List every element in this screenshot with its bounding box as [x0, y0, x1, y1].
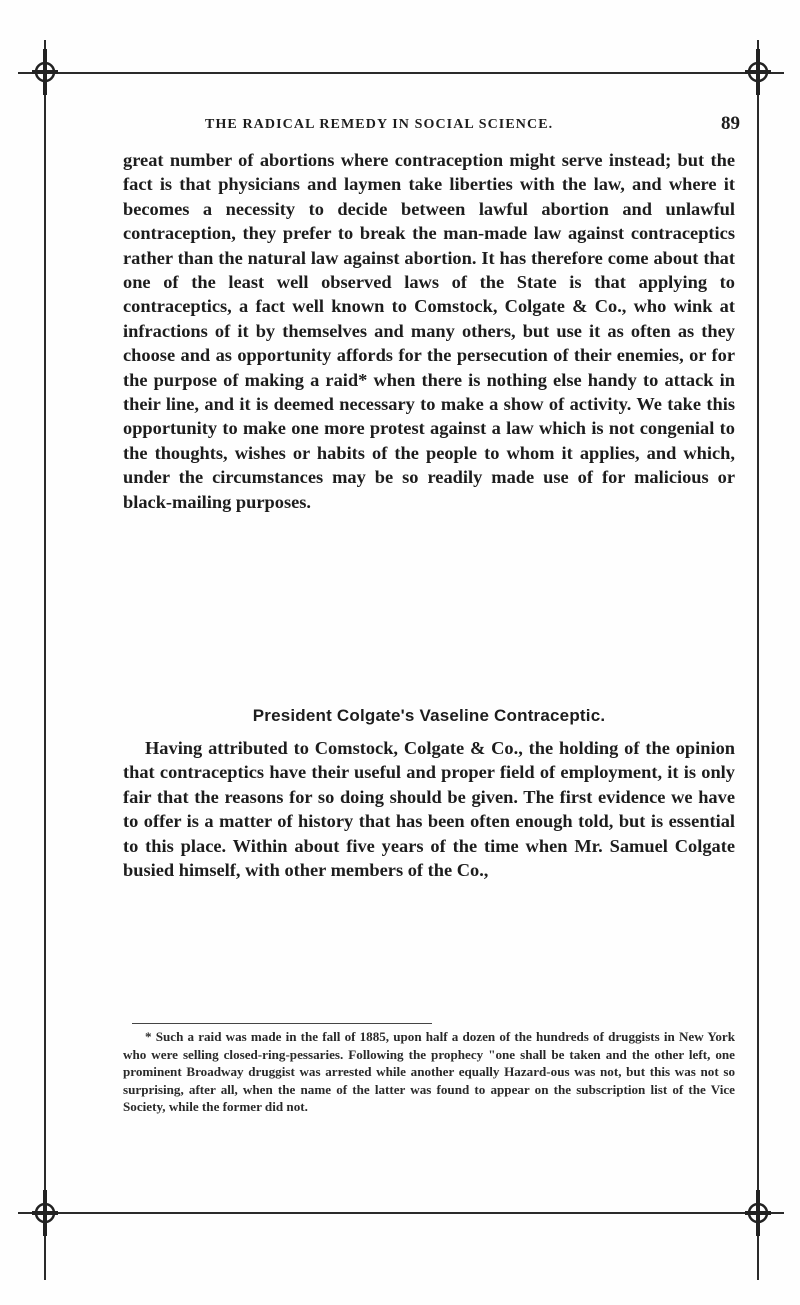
corner-ornament-icon: [741, 1190, 775, 1236]
left-border-rule: [44, 40, 46, 1280]
section-heading: President Colgate's Vaseline Contraceptic.: [252, 706, 606, 725]
corner-ornament-icon: [28, 1190, 62, 1236]
footnote: * Such a raid was made in the fall of 1885, upon half a dozen of the hundreds of druggists in New York who were selling closed-ring-pessaries. Following the prophecy "one shall be taken and the other left, one prominent Broadway druggist was arrested while another equally Hazard-ous was not, but this was not so surprising, after all, when the name of the latter was found to appear on the subscription list of the Vice Society, while the former did not.: [123, 1029, 735, 1114]
body-paragraph: great number of abortions where contraception might serve instead; but the fact is that physicians and laymen take liberties with the law, and where it becomes a necessity to decide between lawful abortion and unlawful contraception, they prefer to break the man-made law against contraceptics rather than the natural law against abortion. It has therefore come about that one of the least well observed laws of the State is that applying to contraceptics, a fact well known to Comstock, Colgate & Co., who wink at infractions of it by themselves and many others, but use it as often as they choose and as opportunity affords for the persecution of their enemies, or for the purpose of making a raid* when there is nothing else handy to attack in their line, and it is deemed necessary to make a show of activity. We take this opportunity to make one more protest against a law which is not congenial to the thoughts, wishes or habits of the people to whom it applies, and which, under the circumstances may be so readily made use of for malicious or black-mailing purposes.: [123, 150, 735, 512]
running-head: THE RADICAL REMEDY IN SOCIAL SCIENCE.: [205, 117, 554, 132]
right-border-rule: [757, 40, 759, 1280]
top-border-rule: [18, 72, 784, 74]
corner-ornament-icon: [741, 49, 775, 95]
page-header: [205, 115, 740, 139]
body-paragraph: Having attributed to Comstock, Colgate & Co., the holding of the opinion that contraceptics have their useful and proper field of employment, it is only fair that the reasons for so doing should be given. The first evidence we have to offer is a matter of history that has been often enough told, but is essential to this place. Within about five years of the time when Mr. Samuel Colgate busied himself, with other members of the Co.,: [123, 738, 735, 881]
bottom-border-rule: [18, 1212, 784, 1214]
corner-ornament-icon: [28, 49, 62, 95]
footnote-divider: [132, 1023, 432, 1024]
page-number: 89: [721, 113, 740, 134]
